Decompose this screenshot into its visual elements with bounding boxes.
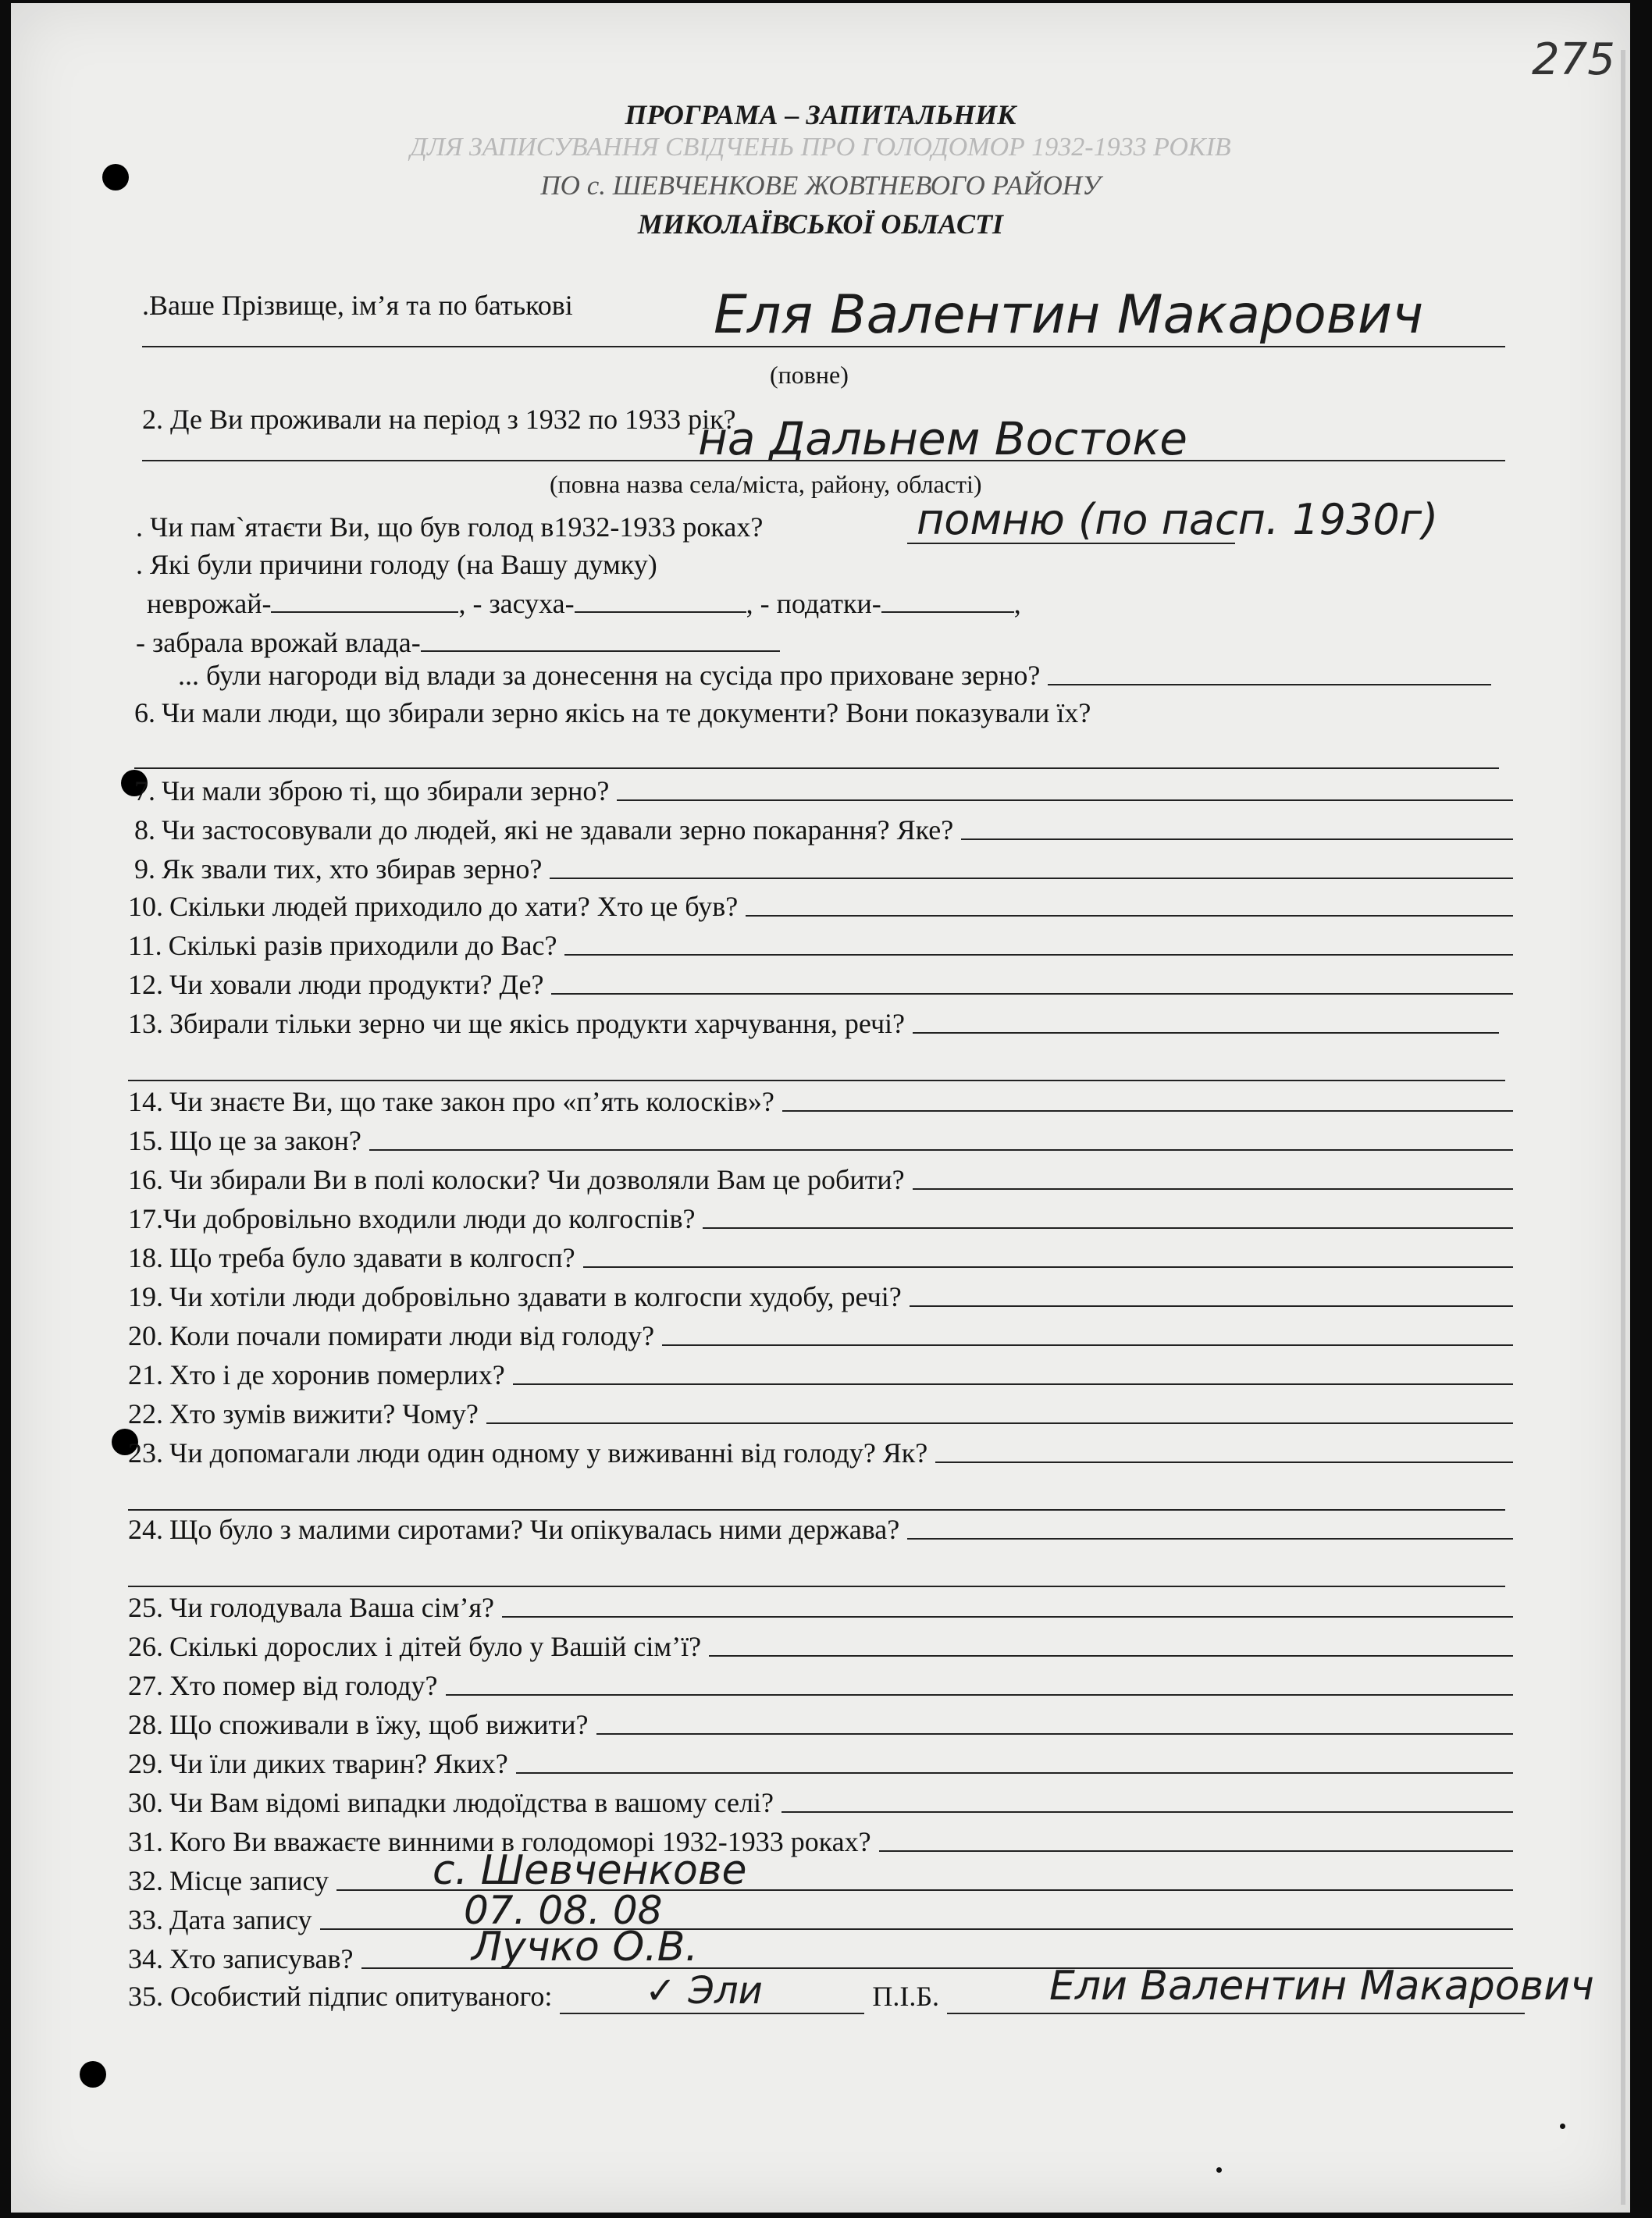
question-number: 8. xyxy=(134,814,155,846)
q2-answer-line xyxy=(142,459,1505,461)
question-number: 22. xyxy=(128,1398,163,1429)
question-text: Чи збирали Ви в полі колоски? Чи дозволяли Вам це робити? xyxy=(169,1164,905,1195)
q4-blank-1[interactable] xyxy=(271,611,458,613)
question-text: Скількі разів приходили до Вас? xyxy=(168,930,557,961)
question-row xyxy=(128,1511,1513,1546)
q3-label: . Чи пам`ятаєти Ви, що був голод в1932-1933 роках? xyxy=(136,511,764,543)
answer-line[interactable] xyxy=(446,1693,1513,1696)
answer-line[interactable] xyxy=(617,799,1513,801)
question-text: Чи мали зброю ті, що збирали зерно? xyxy=(162,775,610,806)
question-number: 29. xyxy=(128,1748,163,1779)
question-number: 30. xyxy=(128,1787,163,1818)
question-number: 17. xyxy=(128,1203,163,1234)
q4-label: . Які були причини голоду (на Вашу думку) xyxy=(136,549,657,580)
q5-answer-line[interactable] xyxy=(1048,683,1491,685)
answer-line[interactable] xyxy=(583,1266,1513,1268)
q1-note: (повне) xyxy=(770,361,849,389)
answer-line[interactable] xyxy=(961,838,1513,840)
pib-label: П.І.Б. xyxy=(872,1981,939,2012)
question-number: 25. xyxy=(128,1592,163,1623)
question-row xyxy=(128,1240,1513,1274)
question-number: 11. xyxy=(128,930,162,961)
question-text: Чи голодувала Ваша сім’я? xyxy=(169,1592,495,1623)
question-row xyxy=(128,1863,1513,1897)
question-text: Кого Ви вважаєте винними в голодоморі 1932-1933 роках? xyxy=(169,1826,871,1857)
answer-line[interactable] xyxy=(513,1383,1513,1385)
answer-line[interactable] xyxy=(128,1585,1505,1587)
answer-line[interactable] xyxy=(879,1850,1513,1852)
q2-label: 2. Де Ви проживали на період з 1932 по 1933 рік? xyxy=(142,404,736,435)
question-text: Що це за закон? xyxy=(169,1125,361,1156)
answer-line[interactable] xyxy=(746,914,1513,917)
question-text: Хто і де хоронив померлих? xyxy=(169,1359,505,1390)
question-row xyxy=(128,1707,1513,1741)
q1-answer-line xyxy=(142,345,1505,347)
question-text: Чи мали люди, що збирали зерно якісь на те документи? Вони показували їх? xyxy=(162,697,1091,728)
answer-line[interactable] xyxy=(551,992,1513,995)
question-text: Чи Вам відомі випадки людоїдства в вашому селі? xyxy=(169,1787,774,1818)
question-row xyxy=(128,1123,1513,1157)
q1-label: .Ваше Прізвище, ім’я та по батькові xyxy=(142,290,573,321)
q3-answer[interactable]: помню (по пасп. 1930г) xyxy=(917,495,1439,544)
question-number: 21. xyxy=(128,1359,163,1390)
q2-answer[interactable]: на Дальнем Востоке xyxy=(698,412,1187,465)
signature[interactable]: ✓ Эли xyxy=(645,1969,763,2013)
q35-label: 35. Особистий підпис опитуваного: xyxy=(128,1981,553,2012)
question-number: 13. xyxy=(128,1008,163,1039)
question-row xyxy=(128,1902,1513,1936)
question-text: Чи застосовували до людей, які не здавали зерно покарання? Яке? xyxy=(162,814,954,846)
title-line-1: ПРОГРАМА – ЗАПИТАЛЬНИК xyxy=(625,99,1016,130)
question-row xyxy=(128,1629,1513,1663)
question-row xyxy=(128,1590,1513,1624)
question-number: 31. xyxy=(128,1826,163,1857)
question-number: 6. xyxy=(134,697,155,728)
page-number: 275 xyxy=(1532,34,1615,85)
q4-option-label: неврожай- xyxy=(147,588,272,619)
answer-line[interactable] xyxy=(486,1422,1513,1424)
q4-option-label: , - засуха- xyxy=(458,588,575,619)
question-text: Хто записував? xyxy=(169,1943,354,1974)
question-row xyxy=(134,695,1513,729)
question-number: 23. xyxy=(128,1437,163,1469)
question-text: Хто помер від голоду? xyxy=(169,1670,438,1701)
questionnaire-page xyxy=(11,3,1630,2213)
question-number: 7. xyxy=(134,775,155,806)
question-number: 16. xyxy=(128,1164,163,1195)
answer-line[interactable] xyxy=(709,1654,1513,1657)
question-text: Чи допомагали люди один одному у виживанні від голоду? Як? xyxy=(169,1437,928,1469)
question-text: Чи їли диких тварин? Яких? xyxy=(169,1748,508,1779)
question-row xyxy=(128,927,1513,962)
question-text: Скількі дорослих і дітей було у Вашій сім’ї? xyxy=(169,1631,702,1662)
question-text: Чи добровільно входили люди до колгоспів? xyxy=(163,1203,696,1234)
question-text: Чи хотіли люди добровільно здавати в колгоспи худобу, речі? xyxy=(169,1281,902,1312)
question-row xyxy=(128,1162,1513,1196)
answer-recorder[interactable]: Лучко О.В. xyxy=(472,1924,699,1971)
question-row xyxy=(128,1006,1499,1040)
question-text: Дата запису xyxy=(169,1904,312,1935)
question-text: Хто зумів вижити? Чому? xyxy=(169,1398,479,1429)
q4-blank-3[interactable] xyxy=(881,611,1014,613)
question-row xyxy=(128,1668,1513,1702)
question-row xyxy=(128,1201,1513,1235)
question-text: Скільки людей приходило до хати? Хто це був? xyxy=(169,891,739,922)
question-text: Місце запису xyxy=(169,1865,329,1896)
q4-option-crop-failure xyxy=(147,587,1021,620)
title-line-3: ПО с. ШЕВЧЕНКОВЕ ЖОВТНЕВОГО РАЙОНУ xyxy=(540,170,1101,201)
ink-dot xyxy=(1216,2167,1222,2173)
q2-note: (повна назва села/міста, району, області) xyxy=(550,470,982,498)
question-number: 26. xyxy=(128,1631,163,1662)
answer-line[interactable] xyxy=(564,953,1513,956)
question-number: 24. xyxy=(128,1514,163,1545)
answer-line[interactable] xyxy=(134,767,1499,769)
answer-date[interactable]: 07. 08. 08 xyxy=(464,1888,663,1933)
question-text: Як звали тих, хто збирав зерно? xyxy=(162,853,543,885)
answer-line[interactable] xyxy=(550,877,1513,879)
q1-answer[interactable]: Еля Валентин Макарович xyxy=(714,284,1424,346)
answer-line[interactable] xyxy=(913,1187,1513,1190)
ink-dot xyxy=(1560,2124,1565,2129)
question-number: 12. xyxy=(128,969,163,1000)
answer-line[interactable] xyxy=(516,1771,1513,1774)
answer-place[interactable]: с. Шевченкове xyxy=(433,1847,747,1894)
question-row xyxy=(128,1318,1513,1352)
punch-hole xyxy=(80,2061,106,2088)
question-row xyxy=(128,888,1513,923)
question-number: 9. xyxy=(134,853,155,885)
q4-option-label: , - податки- xyxy=(746,588,881,619)
question-number: 33. xyxy=(128,1904,163,1935)
answer-line[interactable] xyxy=(781,1810,1513,1813)
answer-line[interactable] xyxy=(782,1109,1513,1112)
question-row xyxy=(128,967,1513,1001)
q4-blank-4[interactable] xyxy=(421,650,780,652)
question-row xyxy=(128,1279,1513,1313)
answer-line[interactable] xyxy=(662,1344,1513,1346)
question-text: Чи ховали люди продукти? Де? xyxy=(169,969,544,1000)
question-row xyxy=(134,812,1513,846)
answer-line[interactable] xyxy=(703,1226,1513,1229)
question-text: Коли почали помирати люди від голоду? xyxy=(169,1320,655,1351)
answer-line[interactable] xyxy=(128,1079,1505,1081)
q5-line xyxy=(178,657,1491,692)
question-number: 10. xyxy=(128,891,163,922)
question-number: 19. xyxy=(128,1281,163,1312)
q4-blank-2[interactable] xyxy=(575,611,746,613)
answer-line[interactable] xyxy=(910,1305,1513,1307)
question-number: 28. xyxy=(128,1709,163,1740)
answer-line[interactable] xyxy=(907,1537,1513,1540)
question-row xyxy=(134,851,1513,885)
answer-line[interactable] xyxy=(369,1148,1513,1151)
q4-option-government xyxy=(136,626,780,659)
question-text: Чи знаєте Ви, що таке закон про «п’ять колосків»? xyxy=(169,1086,774,1117)
answer-line[interactable] xyxy=(596,1732,1513,1735)
question-text: Що споживали в їжу, щоб вижити? xyxy=(169,1709,589,1740)
question-row xyxy=(128,1746,1513,1780)
question-text: Що було з малими сиротами? Чи опікувалась ними держава? xyxy=(169,1514,900,1545)
answer-line[interactable] xyxy=(128,1508,1505,1511)
question-number: 27. xyxy=(128,1670,163,1701)
question-number: 18. xyxy=(128,1242,163,1273)
q5-label: ... були нагороди від влади за донесення на сусіда про приховане зерно? xyxy=(178,660,1041,691)
question-row xyxy=(128,1824,1513,1858)
page-edge-strip xyxy=(1621,50,1625,2205)
question-text: Збирали тільки зерно чи ще якісь продукти харчування, речі? xyxy=(169,1008,906,1039)
question-row xyxy=(128,1435,1513,1469)
question-number: 32. xyxy=(128,1865,163,1896)
title-line-4: МИКОЛАЇВСЬКОЇ ОБЛАСТІ xyxy=(637,208,1004,240)
question-number: 15. xyxy=(128,1125,163,1156)
question-row xyxy=(128,1396,1513,1430)
question-row xyxy=(128,1084,1513,1118)
answer-line[interactable] xyxy=(935,1461,1513,1463)
question-row xyxy=(128,1357,1513,1391)
q4-option-label: - забрала врожай влада- xyxy=(136,627,421,658)
question-row xyxy=(134,773,1513,807)
question-number: 34. xyxy=(128,1943,163,1974)
question-number: 14. xyxy=(128,1086,163,1117)
pib-value[interactable]: Ели Валентин Макарович xyxy=(1049,1963,1594,2010)
question-row xyxy=(128,1785,1513,1819)
title-line-2: ДЛЯ ЗАПИСУВАННЯ СВІДЧЕНЬ ПРО ГОЛОДОМОР 1932-1933 РОКІВ xyxy=(410,133,1231,162)
question-text: Що треба було здавати в колгосп? xyxy=(169,1242,575,1273)
answer-line[interactable] xyxy=(502,1615,1513,1618)
answer-line[interactable] xyxy=(913,1031,1499,1034)
question-number: 20. xyxy=(128,1320,163,1351)
q4-option-end: , xyxy=(1013,588,1021,619)
